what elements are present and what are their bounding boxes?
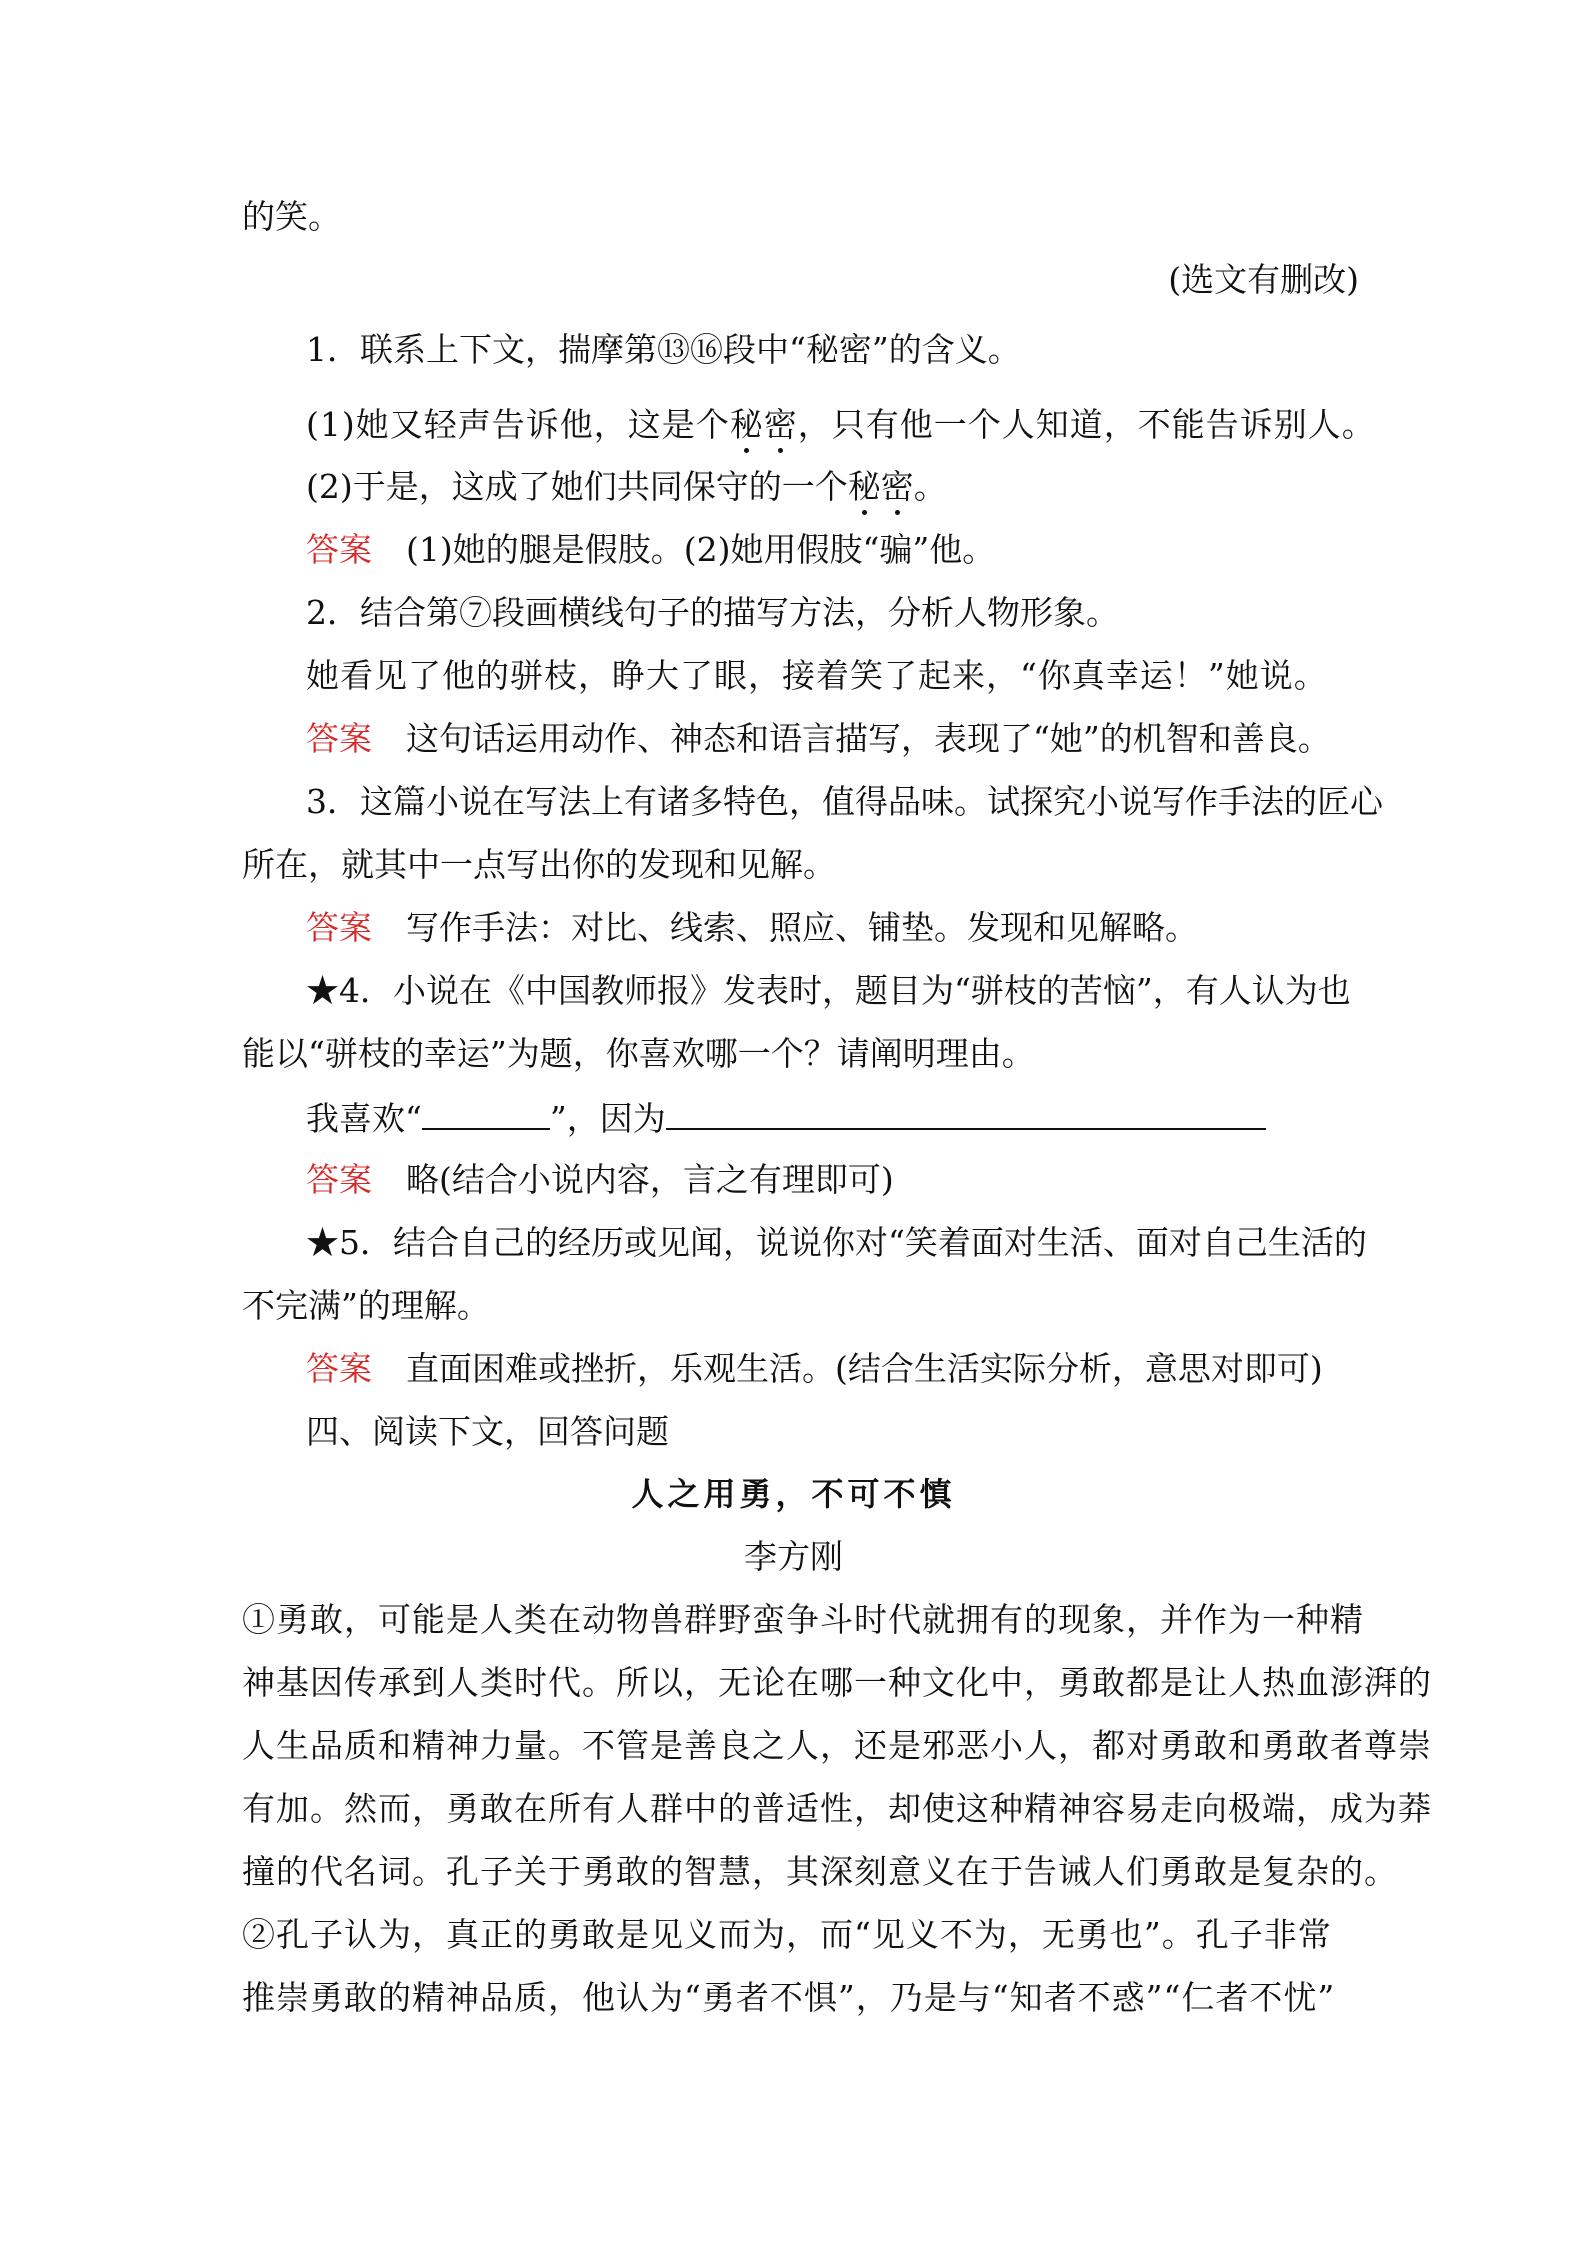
answer-1: 答案 (1)她的腿是假肢。(2)她用假肢“骗”他。 <box>306 530 996 569</box>
section-4-heading: 四、阅读下文，回答问题 <box>306 1412 669 1451</box>
paragraph-1-line-2: 神基因传承到人类时代。所以，无论在哪一种文化中，勇敢都是让人热血澎湃的 <box>242 1663 1432 1702</box>
answer-3: 答案 写作手法：对比、线索、照应、铺垫。发现和见解略。 <box>306 908 1198 947</box>
answer-5: 答案 直面困难或挫折，乐观生活。(结合生活实际分析，意思对即可) <box>306 1349 1323 1388</box>
question-5-line-1: ★5．结合自己的经历或见闻，说说你对“笑着面对生活、面对自己生活的 <box>306 1223 1367 1262</box>
answer-label: 答案 <box>306 1349 372 1388</box>
answer-label: 答案 <box>306 530 372 569</box>
question-2: 2．结合第⑦段画横线句子的描写方法，分析人物形象。 <box>306 593 1119 632</box>
question-4-line-1: ★4．小说在《中国教师报》发表时，题目为“骈枝的苦恼”，有人认为也 <box>306 971 1351 1010</box>
answer-label: 答案 <box>306 908 372 947</box>
text-line: 的笑。 <box>242 197 341 236</box>
question-3-line-2: 所在，就其中一点写出你的发现和见解。 <box>242 845 836 884</box>
question-3-line-1: 3．这篇小说在写法上有诸多特色，值得品味。试探究小说写作手法的匠心 <box>306 782 1383 821</box>
paragraph-2-line-2: 推崇勇敢的精神品质，他认为“勇者不惧”，乃是与“知者不惑”“仁者不忧” <box>242 1978 1336 2017</box>
paragraph-2-line-1: ②孔子认为，真正的勇敢是见义而为，而“见义不为，无勇也”。孔子非常 <box>242 1915 1332 1954</box>
question-4-fill: 我喜欢“ ”，因为 <box>306 1100 1266 1135</box>
paragraph-1-line-3: 人生品质和精神力量。不管是善良之人，还是邪恶小人，都对勇敢和勇敢者尊崇 <box>242 1726 1432 1765</box>
article-author: 李方刚 <box>744 1537 843 1576</box>
question-2-quote: 她看见了他的骈枝，睁大了眼，接着笑了起来，“你真幸运！”她说。 <box>306 656 1328 695</box>
question-5-line-2: 不完满”的理解。 <box>242 1286 490 1325</box>
question-1: 1．联系上下文，揣摩第⑬⑯段中“秘密”的含义。 <box>306 330 1021 369</box>
answer-2: 答案 这句话运用动作、神态和语言描写，表现了“她”的机智和善良。 <box>306 719 1331 758</box>
question-4-line-2: 能以“骈枝的幸运”为题，你喜欢哪一个？请阐明理由。 <box>242 1034 1035 1073</box>
answer-label: 答案 <box>306 719 372 758</box>
fill-blank-choice[interactable] <box>422 1100 550 1130</box>
answer-4: 答案 略(结合小说内容，言之有理即可) <box>306 1160 894 1199</box>
paragraph-1-line-4: 有加。然而，勇敢在所有人群中的普适性，却使这种精神容易走向极端，成为莽 <box>242 1789 1432 1828</box>
article-title: 人之用勇，不可不慎 <box>631 1475 956 1513</box>
fill-blank-reason[interactable] <box>666 1100 1266 1130</box>
source-note: (选文有删改) <box>1168 260 1359 299</box>
question-1-sentence-2: (2)于是，这成了她们共同保守的一个秘密。 <box>306 467 947 506</box>
question-1-sentence-1: (1)她又轻声告诉他，这是个秘密，只有他一个人知道，不能告诉别人。 <box>306 405 1376 444</box>
paragraph-1-line-1: ①勇敢，可能是人类在动物兽群野蛮争斗时代就拥有的现象，并作为一种精 <box>242 1600 1364 1639</box>
answer-label: 答案 <box>306 1160 372 1199</box>
paragraph-1-line-5: 撞的代名词。孔子关于勇敢的智慧，其深刻意义在于告诫人们勇敢是复杂的。 <box>242 1852 1398 1891</box>
